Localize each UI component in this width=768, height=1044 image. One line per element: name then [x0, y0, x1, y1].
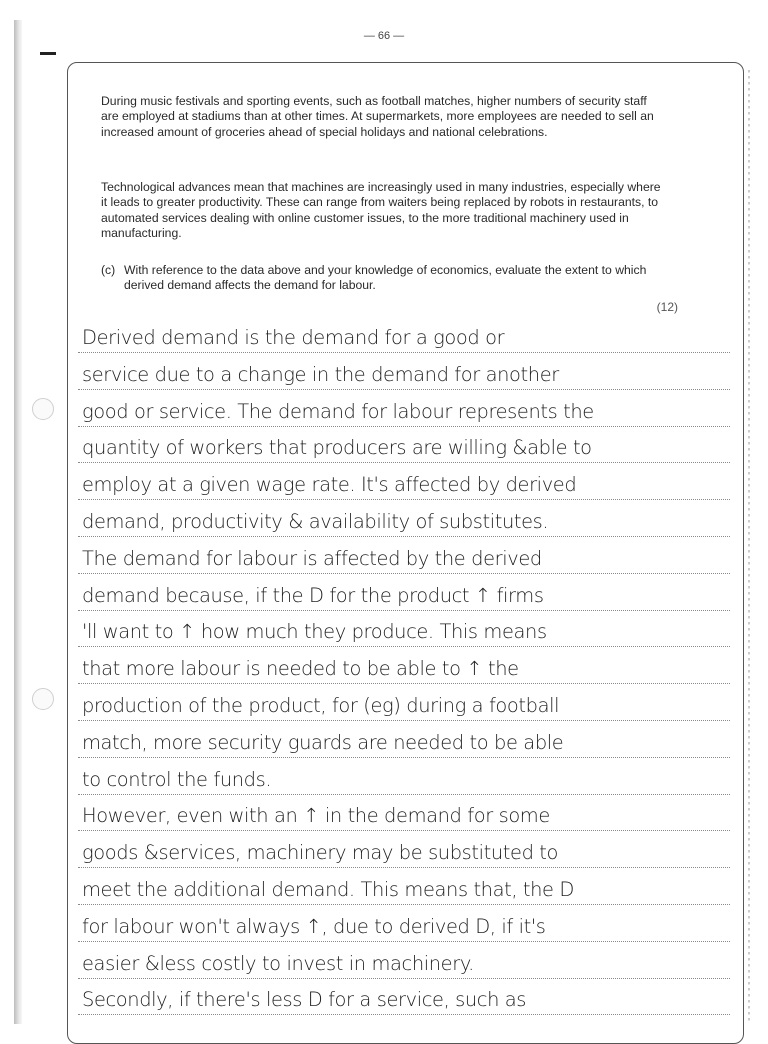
- ruled-line: [78, 352, 730, 353]
- answer-line: 'll want to ↑ how much they produce. This means: [82, 620, 547, 644]
- answer-line: to control the funds.: [82, 767, 272, 791]
- ruled-line: [78, 830, 730, 831]
- ruled-line: [78, 573, 730, 574]
- answer-line: demand because, if the D for the product ↑ firms: [82, 583, 544, 607]
- answer-line: that more labour is needed to be able to ↑ the: [82, 657, 519, 681]
- question-marks: (12): [656, 300, 678, 314]
- ruled-line: [78, 462, 730, 463]
- answer-line: The demand for labour is affected by the derived: [82, 546, 542, 570]
- answer-line: However, even with an ↑ in the demand for some: [82, 804, 550, 828]
- ruled-line: [78, 536, 730, 537]
- ruled-line: [78, 867, 730, 868]
- passage-paragraph-2: Technological advances mean that machines are increasingly used in many industries, especially where it leads to greater productivity. These can range from waiters being replaced by robots in restaurants, to automated services dealing with online customer issues, to the more traditional machinery used in manufacturing.: [101, 180, 661, 240]
- answer-line: Derived demand is the demand for a good or: [82, 326, 505, 349]
- margin-mark: [40, 52, 56, 55]
- ruled-line: [78, 794, 730, 795]
- question-label: (c): [101, 263, 116, 277]
- answer-line: goods &services, machinery may be substituted to: [82, 841, 559, 865]
- ruled-line: [78, 499, 730, 500]
- question: [101, 263, 661, 294]
- passage-paragraph-1: During music festivals and sporting events, such as football matches, higher numbers of security staff are employed at stadiums than at other times. At supermarkets, more employees are needed to sell an increased amount of groceries ahead of special holidays and national celebrations.: [101, 94, 654, 139]
- answer-line: employ at a given wage rate. It's affected by derived: [82, 473, 577, 497]
- answer-line: meet the additional demand. This means that, the D: [82, 878, 574, 901]
- ruled-line: [78, 426, 730, 427]
- question-text: With reference to the data above and your knowledge of economics, evaluate the extent to which derived demand affects the demand for labour.: [124, 263, 647, 293]
- answer-line: good or service. The demand for labour represents the: [82, 399, 594, 423]
- ruled-line: [78, 389, 730, 390]
- ruled-line: [78, 978, 730, 979]
- ruled-line: [78, 757, 730, 758]
- page-number: — 66 —: [363, 30, 405, 42]
- answer-line: quantity of workers that producers are willing &able to: [82, 436, 592, 460]
- punch-hole: [32, 398, 54, 420]
- answer-line: match, more security guards are needed to be able: [82, 730, 564, 754]
- answer-line: service due to a change in the demand for another: [82, 362, 559, 386]
- ruled-line: [78, 610, 730, 611]
- punch-hole: [32, 688, 54, 710]
- ruled-line: [78, 941, 730, 942]
- page-binding-edge: [14, 20, 22, 1024]
- ruled-line: [78, 683, 730, 684]
- answer-line: easier &less costly to invest in machinery.: [82, 951, 474, 975]
- right-margin-edge: [748, 70, 750, 1024]
- ruled-line: [78, 1014, 730, 1015]
- ruled-line: [78, 720, 730, 721]
- ruled-line: [78, 646, 730, 647]
- ruled-line: [78, 904, 730, 905]
- answer-line: Secondly, if there's less D for a service, such as: [82, 988, 527, 1012]
- answer-line: for labour won't always ↑, due to derived D, if it's: [82, 914, 546, 938]
- answer-line: production of the product, for (eg) during a football: [82, 694, 560, 717]
- answer-line: demand, productivity & availability of substitutes.: [82, 510, 549, 533]
